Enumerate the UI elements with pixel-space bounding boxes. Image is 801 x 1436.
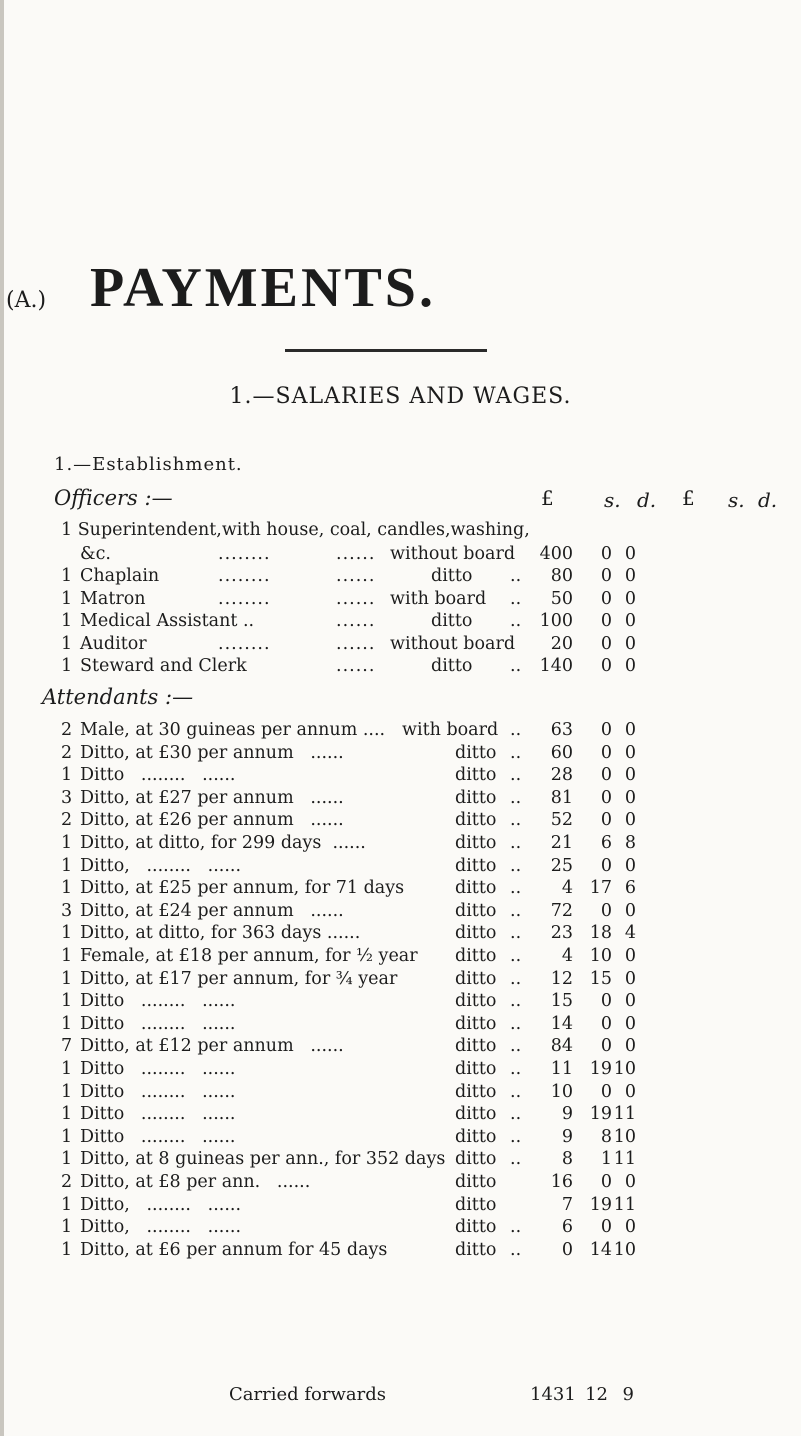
row-count: 3: [61, 900, 73, 921]
row-leader-2: ......: [336, 544, 376, 564]
row-pounds: 10: [550, 1081, 573, 1102]
row-count: 1: [61, 588, 73, 609]
title-rule: [285, 349, 487, 352]
row-leader-3: ..: [510, 611, 522, 632]
row-description: Ditto, ........ ......: [80, 1194, 242, 1215]
row-pounds: 140: [539, 656, 573, 676]
row-count: 1: [61, 1126, 73, 1147]
row-shillings: 0: [600, 765, 612, 786]
row-board: ditto: [455, 1013, 497, 1034]
row-shillings: 6: [600, 833, 612, 853]
officer-row: [0, 611, 801, 635]
row-pence: 0: [624, 1217, 636, 1238]
row-leader-3: ..: [510, 855, 522, 876]
attendant-row: [0, 991, 801, 1015]
row-count: 1: [61, 1194, 73, 1215]
row-description: Chaplain: [80, 566, 160, 587]
attendant-row: [0, 788, 801, 812]
row-leader-3: ..: [510, 566, 522, 587]
row-description: Male, at 30 guineas per annum ....: [80, 720, 386, 740]
row-board: ditto: [455, 946, 497, 966]
attendant-row: [0, 810, 801, 834]
row-leader-3: ..: [510, 810, 522, 831]
officer-row: [0, 566, 801, 590]
row-pence: 10: [613, 1059, 636, 1079]
row-description: Ditto ........ ......: [80, 1126, 236, 1147]
row-leader-2: ......: [336, 611, 376, 632]
row-description: Ditto, at ditto, for 363 days ......: [80, 923, 361, 944]
row-count: 1: [61, 1149, 73, 1170]
row-leader-2: ......: [336, 588, 376, 609]
row-leader-2: ......: [336, 656, 376, 676]
row-pounds: 12: [550, 968, 573, 989]
row-shillings: 0: [600, 544, 612, 564]
row-shillings: 0: [600, 1081, 612, 1102]
row-board: ditto: [455, 1149, 497, 1170]
row-count: 1: [61, 855, 73, 876]
row-pence: 0: [624, 855, 636, 876]
row-board: ditto: [455, 900, 497, 921]
row-count: 1: [61, 656, 73, 676]
row-pence: 0: [624, 1036, 636, 1057]
row-count: 1: [61, 1104, 73, 1125]
row-board: ditto: [431, 656, 473, 676]
attendant-row: [0, 1195, 801, 1219]
row-pounds: 14: [550, 1013, 573, 1034]
row-count: 1: [61, 878, 73, 899]
row-pounds: 9: [561, 1104, 573, 1125]
row-shillings: 0: [600, 991, 612, 1012]
row-description: Ditto ........ ......: [80, 1104, 236, 1125]
row-description: Ditto ........ ......: [80, 991, 236, 1012]
row-leader-3: ..: [510, 968, 522, 989]
row-pence: 0: [624, 1081, 636, 1102]
row-count: 1: [61, 1013, 73, 1034]
row-shillings: 0: [600, 566, 612, 587]
attendant-row: [0, 1149, 801, 1173]
row-pounds: 28: [550, 765, 573, 786]
row-description: Ditto, at £17 per annum, for ¾ year: [80, 968, 398, 989]
row-description: Ditto ........ ......: [80, 1059, 236, 1079]
row-shillings: 8: [600, 1126, 612, 1147]
row-description: Ditto, at £24 per annum ......: [80, 900, 344, 921]
col-shillings-2: s.: [728, 488, 745, 512]
attendant-row: [0, 969, 801, 993]
row-pence: 0: [624, 787, 636, 808]
row-pence: 0: [624, 742, 636, 763]
row-description: Ditto, at £12 per annum ......: [80, 1036, 344, 1057]
row-board: ditto: [455, 1172, 497, 1192]
attendant-row: [0, 901, 801, 925]
row-shillings: 0: [600, 720, 612, 740]
col-pounds: £: [541, 486, 554, 510]
page-title: PAYMENTS.: [90, 257, 436, 319]
row-pounds: 400: [539, 544, 573, 564]
row-pounds: 100: [539, 611, 573, 632]
row-board: ditto: [455, 1239, 497, 1260]
row-leader: ........: [218, 588, 271, 609]
row-pence: 11: [613, 1149, 636, 1170]
row-leader-3: ..: [510, 1104, 522, 1125]
col-pounds-2: £: [682, 486, 695, 510]
attendant-row: [0, 720, 801, 744]
row-shillings: 18: [589, 923, 612, 944]
row-shillings: 0: [600, 900, 612, 921]
row-count: 1: [61, 633, 73, 654]
row-pence: 0: [624, 946, 636, 966]
row-shillings: 15: [589, 968, 612, 989]
row-leader-3: ..: [510, 588, 522, 609]
subsection-heading: 1.—Establishment.: [54, 454, 243, 475]
section-marker: (A.): [6, 288, 47, 313]
row-leader-3: ..: [510, 787, 522, 808]
attendant-row: [0, 856, 801, 880]
officer-row: [0, 634, 801, 658]
row-count: 1: [61, 566, 73, 587]
row-description: Ditto ........ ......: [80, 765, 236, 786]
row-description: Ditto, at £6 per annum for 45 days: [80, 1239, 388, 1260]
row-board: ditto: [455, 1217, 497, 1238]
row-shillings: 0: [600, 787, 612, 808]
row-leader-3: ..: [510, 1126, 522, 1147]
row-leader-3: ..: [510, 1081, 522, 1102]
row-description: Ditto, at £27 per annum ......: [80, 787, 344, 808]
attendant-row: [0, 1217, 801, 1241]
row-description: Ditto, ........ ......: [80, 855, 242, 876]
row-leader: ........: [218, 544, 271, 564]
attendant-row: [0, 1014, 801, 1038]
row-board: ditto: [455, 765, 497, 786]
row-leader-3: ..: [510, 878, 522, 899]
row-leader-3: ..: [510, 1059, 522, 1079]
row-shillings: 0: [600, 1036, 612, 1057]
row-pounds: 8: [561, 1149, 573, 1170]
row-count: 1: [61, 923, 73, 944]
row-pounds: 9: [561, 1126, 573, 1147]
row-description: Female, at £18 per annum, for ½ year: [80, 946, 418, 966]
row-description: &c.: [80, 544, 111, 564]
row-description: Ditto, at £26 per annum ......: [80, 810, 344, 831]
attendant-row: [0, 1082, 801, 1106]
attendant-row: [0, 765, 801, 789]
row-leader-3: ..: [510, 991, 522, 1012]
row-leader-3: ..: [510, 742, 522, 763]
row-pounds: 72: [550, 900, 573, 921]
row-board: with board: [390, 588, 487, 609]
row-shillings: 19: [589, 1194, 612, 1215]
total-pence: 9: [622, 1384, 634, 1405]
row-leader-3: ..: [510, 1013, 522, 1034]
row-count: 1: [61, 1239, 73, 1260]
row-shillings: 19: [589, 1059, 612, 1079]
row-pounds: 16: [550, 1172, 573, 1192]
attendant-row: [0, 878, 801, 902]
row-pence: 11: [613, 1194, 636, 1215]
row-shillings: 10: [589, 946, 612, 966]
row-pence: 0: [624, 633, 636, 654]
row-pounds: 52: [550, 810, 573, 831]
row-count: 7: [61, 1036, 73, 1057]
row-board: ditto: [455, 742, 497, 763]
row-pence: 0: [624, 720, 636, 740]
row-pence: 0: [624, 900, 636, 921]
row-shillings: 0: [600, 633, 612, 654]
row-board: ditto: [455, 810, 497, 831]
row-board: ditto: [455, 1126, 497, 1147]
row-shillings: 0: [600, 855, 612, 876]
row-pounds: 4: [561, 946, 573, 966]
section-heading: 1.—SALARIES AND WAGES.: [229, 384, 572, 409]
row-board: ditto: [455, 923, 497, 944]
attendant-row: [0, 1059, 801, 1083]
attendants-heading: Attendants :—: [42, 685, 194, 709]
row-shillings: 14: [589, 1239, 612, 1260]
row-description: Ditto, at £25 per annum, for 71 days: [80, 878, 405, 899]
row-board: ditto: [455, 787, 497, 808]
col-pence: d.: [637, 488, 657, 512]
attendant-row: [0, 743, 801, 767]
row-board: ditto: [455, 833, 497, 853]
row-count: 1: [61, 1081, 73, 1102]
officers-heading: Officers :—: [54, 486, 173, 510]
row-pence: 10: [613, 1126, 636, 1147]
officer-row: [0, 544, 801, 568]
row-board: with board: [402, 720, 499, 740]
row-pence: 11: [613, 1104, 636, 1125]
attendant-row: [0, 1127, 801, 1151]
row-pence: 0: [624, 544, 636, 564]
row-leader-3: ..: [510, 656, 522, 676]
row-shillings: 0: [600, 1013, 612, 1034]
row-pence: 0: [624, 1172, 636, 1192]
row-pounds: 6: [561, 1217, 573, 1238]
row-description: Matron: [80, 588, 146, 609]
attendant-row: [0, 1104, 801, 1128]
row-pounds: 15: [550, 991, 573, 1012]
row-description: Ditto, at £8 per ann. ......: [80, 1172, 311, 1192]
row-leader-2: ......: [336, 633, 376, 654]
row-board: ditto: [455, 1036, 497, 1057]
row-description: Ditto ........ ......: [80, 1013, 236, 1034]
officer-row: [0, 589, 801, 613]
row-shillings: 1: [600, 1149, 612, 1170]
row-pounds: 11: [550, 1059, 573, 1079]
row-count: 1: [61, 611, 73, 632]
row-count: 2: [61, 1172, 73, 1192]
total-pounds: 1431: [530, 1384, 576, 1405]
row-leader-3: ..: [510, 946, 522, 966]
row-leader-3: ..: [510, 833, 522, 853]
row-shillings: 0: [600, 656, 612, 676]
row-pounds: 21: [550, 833, 573, 853]
row-leader-3: ..: [510, 765, 522, 786]
row-pence: 10: [613, 1239, 636, 1260]
row-leader-3: ..: [510, 1036, 522, 1057]
row-pence: 0: [624, 656, 636, 676]
attendant-row: [0, 1240, 801, 1264]
row-pence: 6: [624, 878, 636, 899]
row-pounds: 81: [550, 787, 573, 808]
row-description: Ditto ........ ......: [80, 1081, 236, 1102]
row-shillings: 19: [589, 1104, 612, 1125]
row-pounds: 25: [550, 855, 573, 876]
row-count: 1: [61, 1059, 73, 1079]
row-description: Medical Assistant ..: [80, 611, 255, 632]
row-pence: 0: [624, 968, 636, 989]
row-board: ditto: [455, 1104, 497, 1125]
row-pounds: 7: [561, 1194, 573, 1215]
row-shillings: 0: [600, 810, 612, 831]
row-board: without board: [390, 544, 516, 564]
row-pence: 0: [624, 1013, 636, 1034]
total-shillings: 12: [585, 1384, 608, 1405]
row-shillings: 0: [600, 1172, 612, 1192]
row-pence: 0: [624, 566, 636, 587]
row-board: ditto: [431, 566, 473, 587]
row-shillings: 0: [600, 611, 612, 632]
row-pence: 0: [624, 611, 636, 632]
row-description: Ditto, at ditto, for 299 days ......: [80, 833, 366, 853]
row-description: Steward and Clerk: [80, 656, 247, 676]
row-board: ditto: [455, 991, 497, 1012]
row-count: 1: [61, 765, 73, 786]
row-pounds: 50: [550, 588, 573, 609]
attendant-row: [0, 1036, 801, 1060]
row-pounds: 20: [550, 633, 573, 654]
row-pence: 0: [624, 765, 636, 786]
row-pounds: 23: [550, 923, 573, 944]
row-board: ditto: [455, 968, 497, 989]
row-count: 1: [61, 968, 73, 989]
row-pence: 4: [624, 923, 636, 944]
row-leader-3: ..: [510, 900, 522, 921]
row-description: Ditto, ........ ......: [80, 1217, 242, 1238]
row-pence: 0: [624, 991, 636, 1012]
row-leader: ........: [218, 633, 271, 654]
officers-first-line: 1 Superintendent,with house, coal, candles,washing,: [61, 520, 530, 540]
row-pounds: 80: [550, 566, 573, 587]
attendant-row: [0, 1172, 801, 1196]
officer-row: [0, 656, 801, 680]
row-leader: ........: [218, 566, 271, 587]
row-leader-3: ..: [510, 1149, 522, 1170]
row-leader-3: ..: [510, 923, 522, 944]
attendant-row: [0, 833, 801, 857]
row-shillings: 0: [600, 588, 612, 609]
row-description: Ditto, at 8 guineas per ann., for 352 days: [80, 1149, 446, 1170]
row-count: 3: [61, 787, 73, 808]
row-board: ditto: [455, 855, 497, 876]
row-pounds: 0: [561, 1239, 573, 1260]
row-count: 2: [61, 720, 73, 740]
row-description: Auditor: [80, 633, 147, 654]
row-shillings: 0: [600, 742, 612, 763]
row-shillings: 0: [600, 1217, 612, 1238]
row-pounds: 4: [561, 878, 573, 899]
row-leader-2: ......: [336, 566, 376, 587]
row-shillings: 17: [589, 878, 612, 899]
row-board: without board: [390, 633, 516, 654]
row-pence: 0: [624, 588, 636, 609]
col-shillings: s.: [604, 488, 621, 512]
col-pence-2: d.: [758, 488, 778, 512]
row-count: 2: [61, 810, 73, 831]
row-board: ditto: [455, 878, 497, 899]
row-board: ditto: [431, 611, 473, 632]
row-description: Ditto, at £30 per annum ......: [80, 742, 344, 763]
row-pounds: 84: [550, 1036, 573, 1057]
row-pounds: 60: [550, 742, 573, 763]
row-board: ditto: [455, 1081, 497, 1102]
row-leader-3: ..: [510, 1217, 522, 1238]
row-leader-3: ..: [510, 720, 522, 740]
row-board: ditto: [455, 1194, 497, 1215]
row-count: 1: [61, 991, 73, 1012]
row-pence: 0: [624, 810, 636, 831]
row-pounds: 63: [550, 720, 573, 740]
row-count: 1: [61, 833, 73, 853]
row-pence: 8: [624, 833, 636, 853]
row-count: 1: [61, 946, 73, 966]
attendant-row: [0, 923, 801, 947]
row-count: 1: [61, 1217, 73, 1238]
row-board: ditto: [455, 1059, 497, 1079]
carried-forwards-label: Carried forwards: [229, 1384, 386, 1405]
attendant-row: [0, 946, 801, 970]
row-leader-3: ..: [510, 1239, 522, 1260]
row-count: 2: [61, 742, 73, 763]
